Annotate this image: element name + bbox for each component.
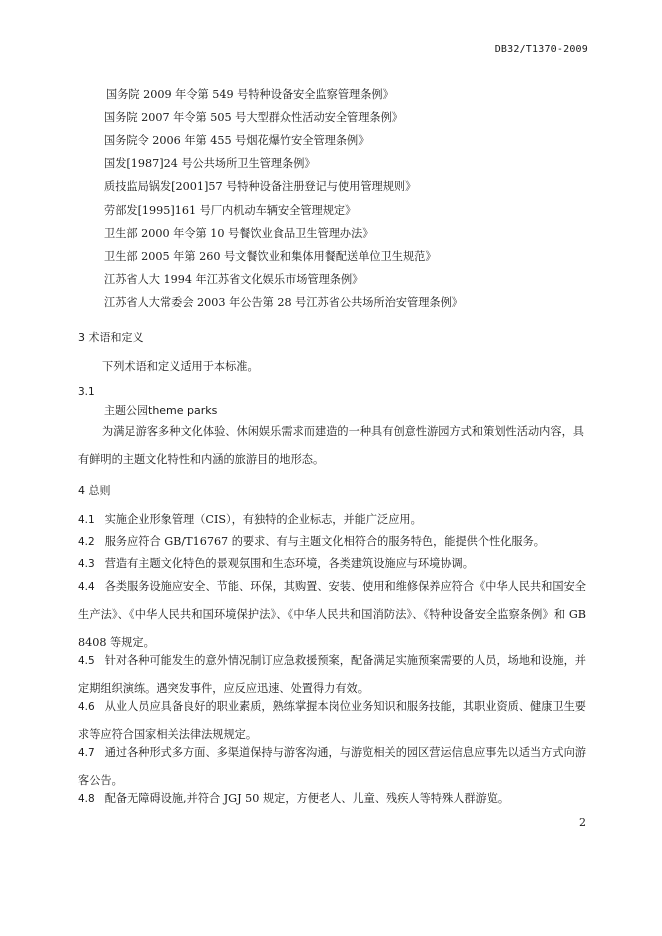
reference-item: 质技监局锅发[2001]57 号特种设备注册登记与使用管理规则》: [104, 180, 417, 193]
clause-text: 通过各种形式多方面、多渠道保持与游客沟通，与游览相关的园区营运信息应事先以适当方式向游客公告。: [78, 746, 586, 787]
clause-text: 实施企业形象管理（CIS），有独特的企业标志，并能广泛应用。: [104, 513, 422, 526]
clause-number: 4.5: [78, 655, 95, 667]
clause-text: 从业人员应具备良好的职业素质，熟练掌握本岗位业务知识和服务技能，其职业资质、健康卫生要求等应符合国家相关法律法规规定。: [78, 700, 586, 741]
reference-item: 江苏省人大常委会 2003 年公告第 28 号江苏省公共场所治安管理条例》: [104, 296, 463, 309]
reference-item: 卫生部 2005 年第 260 号文餐饮业和集体用餐配送单位卫生规范》: [104, 250, 437, 263]
document-code: DB32/T1370-2009: [494, 44, 588, 55]
term-number: 3.1: [78, 386, 95, 398]
reference-item: 国务院 2007 年令第 505 号大型群众性活动安全管理条例》: [104, 111, 403, 124]
clause-number: 4.6: [78, 701, 95, 713]
clause-text: 各类服务设施应安全、节能、环保，其购置、安装、使用和维修保养应符合《中华人民共和国安全生产法》、《中华人民共和国环境保护法》、《中华人民共和国消防法》、《特种设备安全监察条例》和 GB 8408 等规定。: [78, 580, 586, 649]
section-heading: 3 术语和定义: [78, 331, 144, 344]
terms-intro: 下列术语和定义适用于本标准。: [102, 360, 259, 373]
clause-number: 4.7: [78, 747, 95, 759]
clause-text: 配备无障碍设施,并符合 JGJ 50 规定，方便老人、儿童、残疾人等特殊人群游览。: [104, 792, 510, 805]
clause-number: 4.3: [78, 558, 95, 570]
clause-number: 4.2: [78, 536, 95, 548]
term-definition: 为满足游客多种文化体验、休闲娱乐需求而建造的一种具有创意性游园方式和策划性活动内容，具有鲜明的主题文化特性和内涵的旅游目的地形态。: [78, 425, 584, 466]
clause-number: 4.8: [78, 793, 95, 805]
clause-number: 4.4: [78, 581, 95, 593]
reference-item: 卫生部 2000 年令第 10 号餐饮业食品卫生管理办法》: [104, 227, 374, 240]
page-number: 2: [579, 816, 586, 829]
reference-item: 国务院令 2006 年第 455 号烟花爆竹安全管理条例》: [104, 134, 370, 147]
clause-text: 营造有主题文化特色的景观氛围和生态环境，各类建筑设施应与环境协调。: [104, 557, 474, 570]
clause-text: 针对各种可能发生的意外情况制订应急救援预案，配备满足实施预案需要的人员，场地和设施，并定期组织演练。遇突发事件，应反应迅速、处置得力有效。: [78, 654, 586, 695]
clause-number: 4.1: [78, 514, 95, 526]
clause-text: 服务应符合 GB/T16767 的要求、有与主题文化相符合的服务特色，能提供个性化服务。: [104, 535, 545, 548]
reference-item: 江苏省人大 1994 年江苏省文化娱乐市场管理条例》: [104, 273, 364, 286]
reference-item: 国务院 2009 年令第 549 号特种设备安全监察管理条例》: [106, 88, 394, 101]
reference-item: 劳部发[1995]161 号厂内机动车辆安全管理规定》: [104, 204, 357, 217]
reference-item: 国发[1987]24 号公共场所卫生管理条例》: [104, 157, 316, 170]
clause: [78, 573, 586, 657]
section-heading: 4 总则: [78, 484, 111, 497]
term-title: 主题公园theme parks: [104, 404, 218, 417]
clause: [78, 785, 586, 813]
